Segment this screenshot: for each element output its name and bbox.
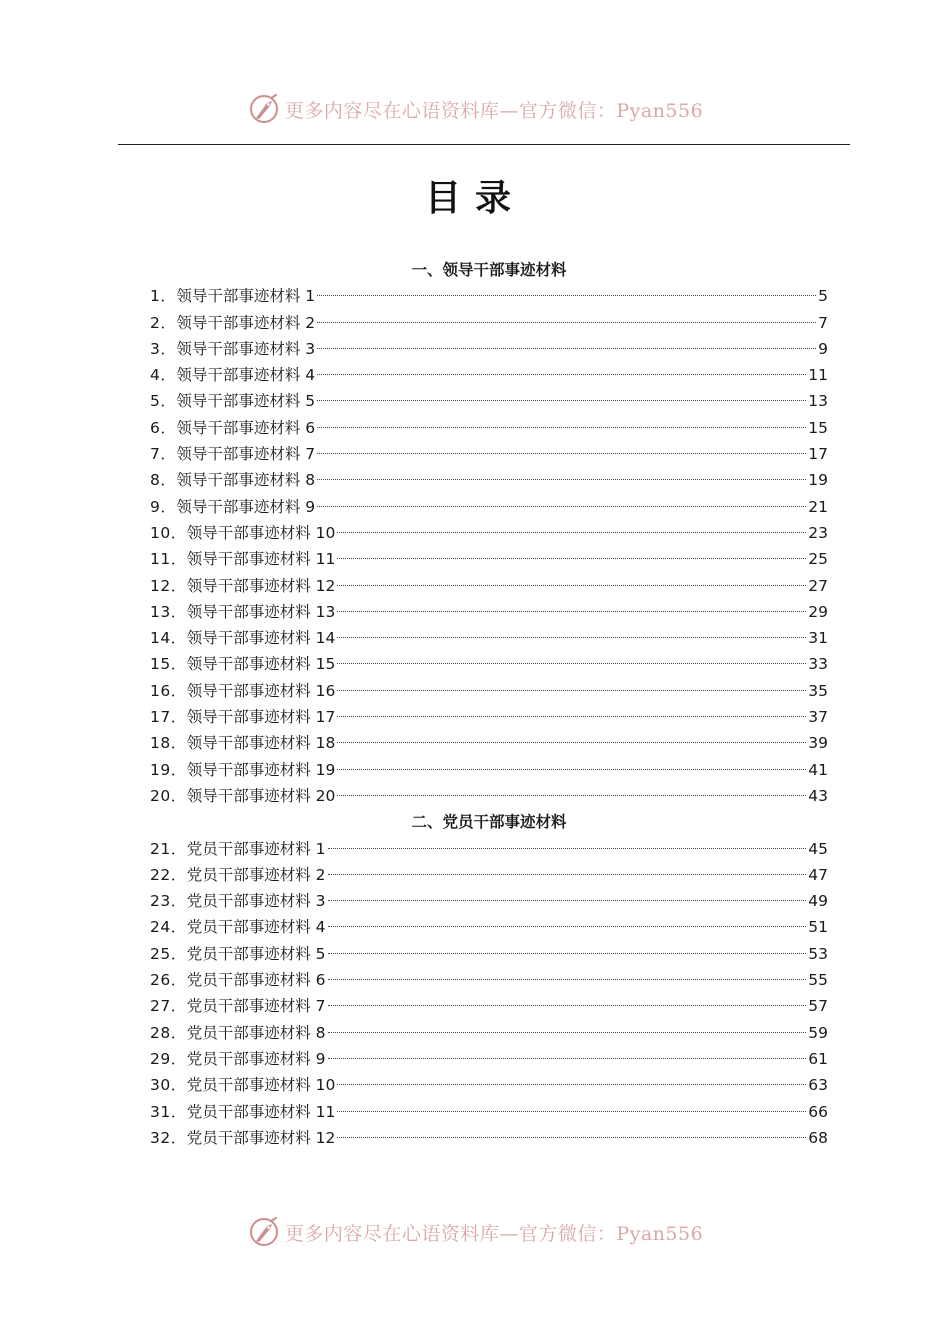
toc-entry[interactable] (150, 757, 828, 783)
header-rule (118, 144, 850, 145)
toc-entry[interactable] (150, 494, 828, 520)
entry-label: 领导干部事迹材料 2 (176, 313, 316, 332)
leader-dots (337, 742, 806, 743)
entry-label: 领导干部事迹材料 9 (176, 497, 316, 516)
entry-number: 24． (150, 918, 187, 937)
entry-number: 27． (150, 997, 187, 1016)
leader-dots (337, 585, 806, 586)
entry-number: 30． (150, 1076, 187, 1095)
page-number: 66 (808, 1102, 828, 1121)
leader-dots (328, 926, 807, 927)
footer-watermark (0, 1212, 950, 1252)
entry-number: 18． (150, 734, 187, 753)
leader-dots (328, 1032, 807, 1033)
toc-entry[interactable] (150, 546, 828, 572)
page-number: 59 (808, 1023, 828, 1042)
page-number: 19 (808, 471, 828, 490)
toc-entry[interactable] (150, 704, 828, 730)
entry-number: 1． (150, 287, 177, 306)
entry-label: 领导干部事迹材料 19 (186, 760, 336, 779)
table-of-contents (150, 257, 828, 1151)
entry-label: 领导干部事迹材料 5 (176, 392, 316, 411)
toc-entry[interactable] (150, 441, 828, 467)
page-number: 31 (808, 629, 828, 648)
toc-entry[interactable] (150, 862, 828, 888)
page-number: 45 (808, 839, 828, 858)
header-watermark (0, 89, 950, 129)
toc-entry[interactable] (150, 310, 828, 336)
entry-label: 党员干部事迹材料 4 (186, 918, 326, 937)
page-title: 目录 (424, 177, 525, 219)
entry-label: 党员干部事迹材料 10 (186, 1076, 336, 1095)
entry-label: 领导干部事迹材料 3 (176, 339, 316, 358)
page-number: 13 (808, 392, 828, 411)
leader-dots (317, 322, 816, 323)
leader-dots (337, 716, 806, 717)
leader-dots (328, 1005, 807, 1006)
toc-entry[interactable] (150, 993, 828, 1019)
entry-label: 领导干部事迹材料 14 (186, 629, 336, 648)
entry-label: 党员干部事迹材料 7 (186, 997, 326, 1016)
toc-entry[interactable] (150, 730, 828, 756)
toc-entry[interactable] (150, 888, 828, 914)
page-number: 63 (808, 1076, 828, 1095)
page-number: 47 (808, 865, 828, 884)
leader-dots (337, 690, 806, 691)
page-number: 35 (808, 681, 828, 700)
toc-entry[interactable] (150, 1020, 828, 1046)
toc-entry[interactable] (150, 599, 828, 625)
page-number: 37 (808, 708, 828, 727)
entry-number: 20． (150, 786, 187, 805)
entry-number: 19． (150, 760, 187, 779)
page-number: 15 (808, 418, 828, 437)
entry-number: 9． (150, 497, 177, 516)
leader-dots (317, 506, 806, 507)
entry-label: 领导干部事迹材料 6 (176, 418, 316, 437)
leader-dots (328, 900, 807, 901)
leader-dots (328, 1058, 807, 1059)
page-number: 23 (808, 523, 828, 542)
page-number: 17 (808, 445, 828, 464)
entry-number: 8． (150, 471, 177, 490)
toc-entry[interactable] (150, 651, 828, 677)
entry-label: 党员干部事迹材料 11 (186, 1102, 336, 1121)
entry-number: 32． (150, 1128, 187, 1147)
entry-label: 党员干部事迹材料 6 (186, 971, 326, 990)
leader-dots (337, 611, 806, 612)
entry-label: 领导干部事迹材料 13 (186, 602, 336, 621)
entry-label: 领导干部事迹材料 18 (186, 734, 336, 753)
entry-number: 21． (150, 839, 187, 858)
entry-number: 16． (150, 681, 187, 700)
leader-dots (328, 953, 807, 954)
entry-number: 2． (150, 313, 177, 332)
section-heading: 二、党员干部事迹材料 (411, 813, 567, 832)
toc-entry[interactable] (150, 1125, 828, 1151)
toc-entry[interactable] (150, 625, 828, 651)
toc-entry[interactable] (150, 283, 828, 309)
entry-label: 领导干部事迹材料 15 (186, 655, 336, 674)
toc-entry[interactable] (150, 467, 828, 493)
entry-label: 领导干部事迹材料 20 (186, 786, 336, 805)
toc-entry[interactable] (150, 1099, 828, 1125)
toc-entry[interactable] (150, 1046, 828, 1072)
entry-label: 领导干部事迹材料 17 (186, 708, 336, 727)
leader-dots (328, 848, 807, 849)
page-number: 33 (808, 655, 828, 674)
page-number: 21 (808, 497, 828, 516)
watermark-text: 更多内容尽在心语资料库—官方微信：Pyan556 (284, 99, 704, 122)
leader-dots (317, 295, 816, 296)
leader-dots (317, 427, 806, 428)
page-number: 68 (808, 1128, 828, 1147)
entry-label: 党员干部事迹材料 5 (186, 944, 326, 963)
toc-entry[interactable] (150, 836, 828, 862)
toc-entry[interactable] (150, 388, 828, 414)
leader-dots (317, 479, 806, 480)
page-number: 43 (808, 786, 828, 805)
leader-dots (317, 400, 806, 401)
entry-number: 11． (150, 550, 187, 569)
toc-entry[interactable] (150, 783, 828, 809)
entry-label: 党员干部事迹材料 9 (186, 1049, 326, 1068)
entry-number: 28． (150, 1023, 187, 1042)
entry-number: 23． (150, 892, 187, 911)
entry-number: 6． (150, 418, 177, 437)
entry-number: 7． (150, 445, 177, 464)
leader-dots (337, 1111, 806, 1112)
entry-label: 党员干部事迹材料 12 (186, 1128, 336, 1147)
leader-dots (337, 663, 806, 664)
leader-dots (337, 795, 806, 796)
toc-entry[interactable] (150, 573, 828, 599)
entry-number: 29． (150, 1049, 187, 1068)
section-heading: 一、领导干部事迹材料 (411, 261, 567, 279)
entry-label: 领导干部事迹材料 12 (186, 576, 336, 595)
page-number: 27 (808, 576, 828, 595)
page-number: 53 (808, 944, 828, 963)
entry-number: 17． (150, 708, 187, 727)
toc-entry[interactable] (150, 362, 828, 388)
leader-dots (328, 979, 807, 980)
leader-dots (337, 1137, 806, 1138)
entry-number: 26． (150, 971, 187, 990)
page-number: 51 (808, 918, 828, 937)
entry-label: 领导干部事迹材料 10 (186, 523, 336, 542)
leader-dots (317, 453, 806, 454)
entry-label: 领导干部事迹材料 7 (176, 445, 316, 464)
entry-number: 15． (150, 655, 187, 674)
page-number: 41 (808, 760, 828, 779)
entry-label: 领导干部事迹材料 11 (186, 550, 336, 569)
page-number: 49 (808, 892, 828, 911)
entry-number: 14． (150, 629, 187, 648)
page-number: 57 (808, 997, 828, 1016)
toc-entry[interactable] (150, 1072, 828, 1098)
page-number: 25 (808, 550, 828, 569)
entry-number: 12． (150, 576, 187, 595)
entry-number: 5． (150, 392, 177, 411)
leader-dots (317, 374, 806, 375)
entry-number: 10． (150, 523, 187, 542)
entry-label: 党员干部事迹材料 8 (186, 1023, 326, 1042)
page-number: 7 (818, 313, 828, 332)
pen-nib-seal-icon (247, 1215, 281, 1249)
entry-number: 4． (150, 366, 177, 385)
watermark-text: 更多内容尽在心语资料库—官方微信：Pyan556 (284, 1222, 704, 1245)
toc-entry[interactable] (150, 967, 828, 993)
entry-number: 22． (150, 865, 187, 884)
toc-entry[interactable] (150, 678, 828, 704)
leader-dots (317, 348, 816, 349)
entry-label: 领导干部事迹材料 4 (176, 366, 316, 385)
entry-number: 31． (150, 1102, 187, 1121)
pen-nib-seal-icon (247, 92, 281, 126)
entry-label: 领导干部事迹材料 16 (186, 681, 336, 700)
entry-label: 党员干部事迹材料 1 (186, 839, 326, 858)
leader-dots (337, 532, 806, 533)
entry-label: 领导干部事迹材料 8 (176, 471, 316, 490)
page-number: 9 (818, 339, 828, 358)
toc-entry[interactable] (150, 415, 828, 441)
leader-dots (337, 769, 806, 770)
entry-label: 党员干部事迹材料 2 (186, 865, 326, 884)
leader-dots (337, 637, 806, 638)
entry-label: 领导干部事迹材料 1 (176, 287, 316, 306)
leader-dots (337, 558, 806, 559)
toc-entry[interactable] (150, 336, 828, 362)
page-number: 39 (808, 734, 828, 753)
page-number: 29 (808, 602, 828, 621)
entry-number: 25． (150, 944, 187, 963)
toc-entry[interactable] (150, 520, 828, 546)
entry-label: 党员干部事迹材料 3 (186, 892, 326, 911)
page-number: 11 (808, 366, 828, 385)
leader-dots (337, 1084, 806, 1085)
toc-entry[interactable] (150, 941, 828, 967)
page-number: 61 (808, 1049, 828, 1068)
leader-dots (328, 874, 807, 875)
entry-number: 3． (150, 339, 177, 358)
toc-entry[interactable] (150, 914, 828, 940)
entry-number: 13． (150, 602, 187, 621)
page-number: 55 (808, 971, 828, 990)
page-number: 5 (818, 287, 828, 306)
